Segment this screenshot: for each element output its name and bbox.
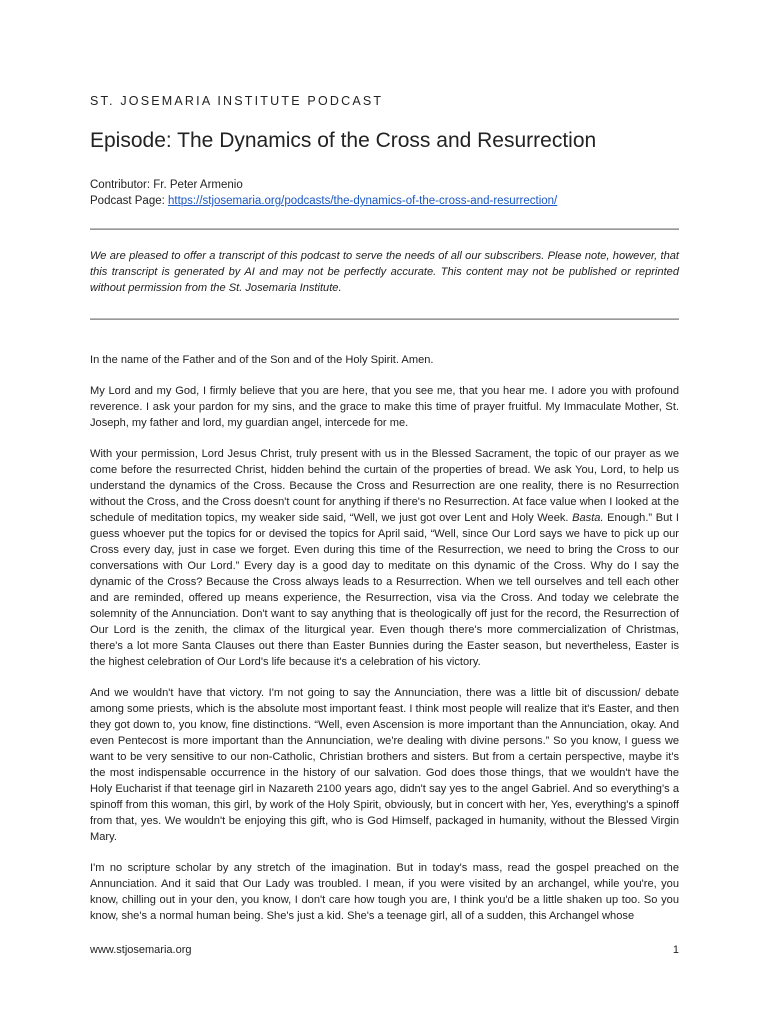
footer-page-number: 1 xyxy=(672,944,679,956)
ai-transcript-disclaimer: We are pleased to offer a transcript of this podcast to serve the needs of all our subscribers. Please note, however, that this transcript is generated by AI and may not be perfectly accurate. This content may not be published or reprinted without permission from the St. Josemaria Institute. xyxy=(90,250,679,294)
footer-website: www.stjosemaria.org xyxy=(90,944,192,956)
transcript-body xyxy=(90,352,679,939)
bottom-divider xyxy=(90,318,679,320)
podcast-page-label: Podcast Page: xyxy=(90,195,168,207)
paragraph-opening-prayer: In the name of the Father and of the Son and of the Holy Spirit. Amen. xyxy=(90,354,434,366)
paragraph-preparatory-prayer: My Lord and my God, I firmly believe that you are here, that you see me, that you hear me. I adore you with profound reverence. I ask your pardon for my sins, and the grace to make this time of prayer fruitful. My Immaculate Mother, St. Joseph, my father and lord, my guardian angel, intercede for me. xyxy=(90,385,679,429)
podcast-page-line xyxy=(90,195,557,207)
episode-title: Episode: The Dynamics of the Cross and Resurrection xyxy=(90,129,597,152)
paragraph-our-lady-troubled: I'm no scripture scholar by any stretch of the imagination. But in today's mass, read the gospel preached on the Annunciation. And it said that Our Lady was troubled. I mean, if you were visited by an archangel, while you're, you know, chilling out in your den, you know, I don't care how tough you are, I think you'd be a little shaken up too. So you know, she's a normal human being. She's just a kid. She's a teenage girl, all of a sudden, this Archangel whose xyxy=(90,862,679,922)
podcast-page-link[interactable]: https://stjosemaria.org/podcasts/the-dynamics-of-the-cross-and-resurrection/ xyxy=(168,195,558,207)
paragraph-annunciation-debate: And we wouldn't have that victory. I'm not going to say the Annunciation, there was a little bit of discussion/ debate among some priests, which is the absolute most important feast. I think most people will realize that it's Easter, and then they got down to, you know, fine distinctions. “Well, even Ascension is more important than the Annunciation, okay. And even Pentecost is more important than the Annunciation, we're dealing with divine persons.” So you know, I guess we want to be very sensitive to our non-Catholic, Christian brothers and sisters. But from a certain perspective, maybe it's the most indispensable occurrence in the history of our salvation. God does those things, that we wouldn't have the Holy Eucharist if that teenage girl in Nazareth 2100 years ago, didn't say yes to the angel Gabriel. And so everything's a spinoff from this woman, this girl, by work of the Holy Spirit, obviously, but in concert with her, Yes, everything's a spinoff from that, yes. We wouldn't be enjoying this gift, who is God Himself, packaged in humanity, without the Blessed Virgin Mary. xyxy=(90,687,679,843)
contributor-line: Contributor: Fr. Peter Armenio xyxy=(90,179,243,191)
podcast-kicker: ST. JOSEMARIA INSTITUTE PODCAST xyxy=(90,94,384,108)
italic-basta: Basta. xyxy=(572,512,604,524)
paragraph-dynamics-of-cross: With your permission, Lord Jesus Christ, truly present with us in the Blessed Sacrament, the topic of our prayer as we come before the resurrected Christ, hidden behind the curtain of the properties of bread. We ask You, Lord, to help us understand the dynamics of the Cross. Because the Cross and Resurrection are one reality, there is no Resurrection without the Cross, and the Cross doesn't count for anything if there's no Resurrection. At face value when I looked at the schedule of meditation topics, my weaker side said, “Well, we just got over Lent and Holy Week. Basta. Enough.” But I guess whoever put the topics for or devised the topics for April said, “Well, since Our Lord says we have to pick up our Cross every day, just in case we forget. Even during this time of the Resurrection, we need to bring the Cross to our conversations with Our Lord.” Every day is a good day to meditate on this dynamic of the Cross. Why do I say the dynamic of the Cross? Because the Cross always leads to a Resurrection. When we tell ourselves and tell each other and are reminded, offered up means experience, the Resurrection, visa via the Cross. And today we celebrate the solemnity of the Annunciation. Don't want to say anything that is theologically off just for the record, the Resurrection of Our Lord is the zenith, the climax of the liturgical year. Even though there's more commercialization of Christmas, there's a lot more Santa Clauses out there than Easter Bunnies during the Easter season, but nevertheless, Easter is the highest celebration of Our Lord's life because it's a celebration of his victory. xyxy=(90,448,680,668)
top-divider xyxy=(90,228,679,230)
